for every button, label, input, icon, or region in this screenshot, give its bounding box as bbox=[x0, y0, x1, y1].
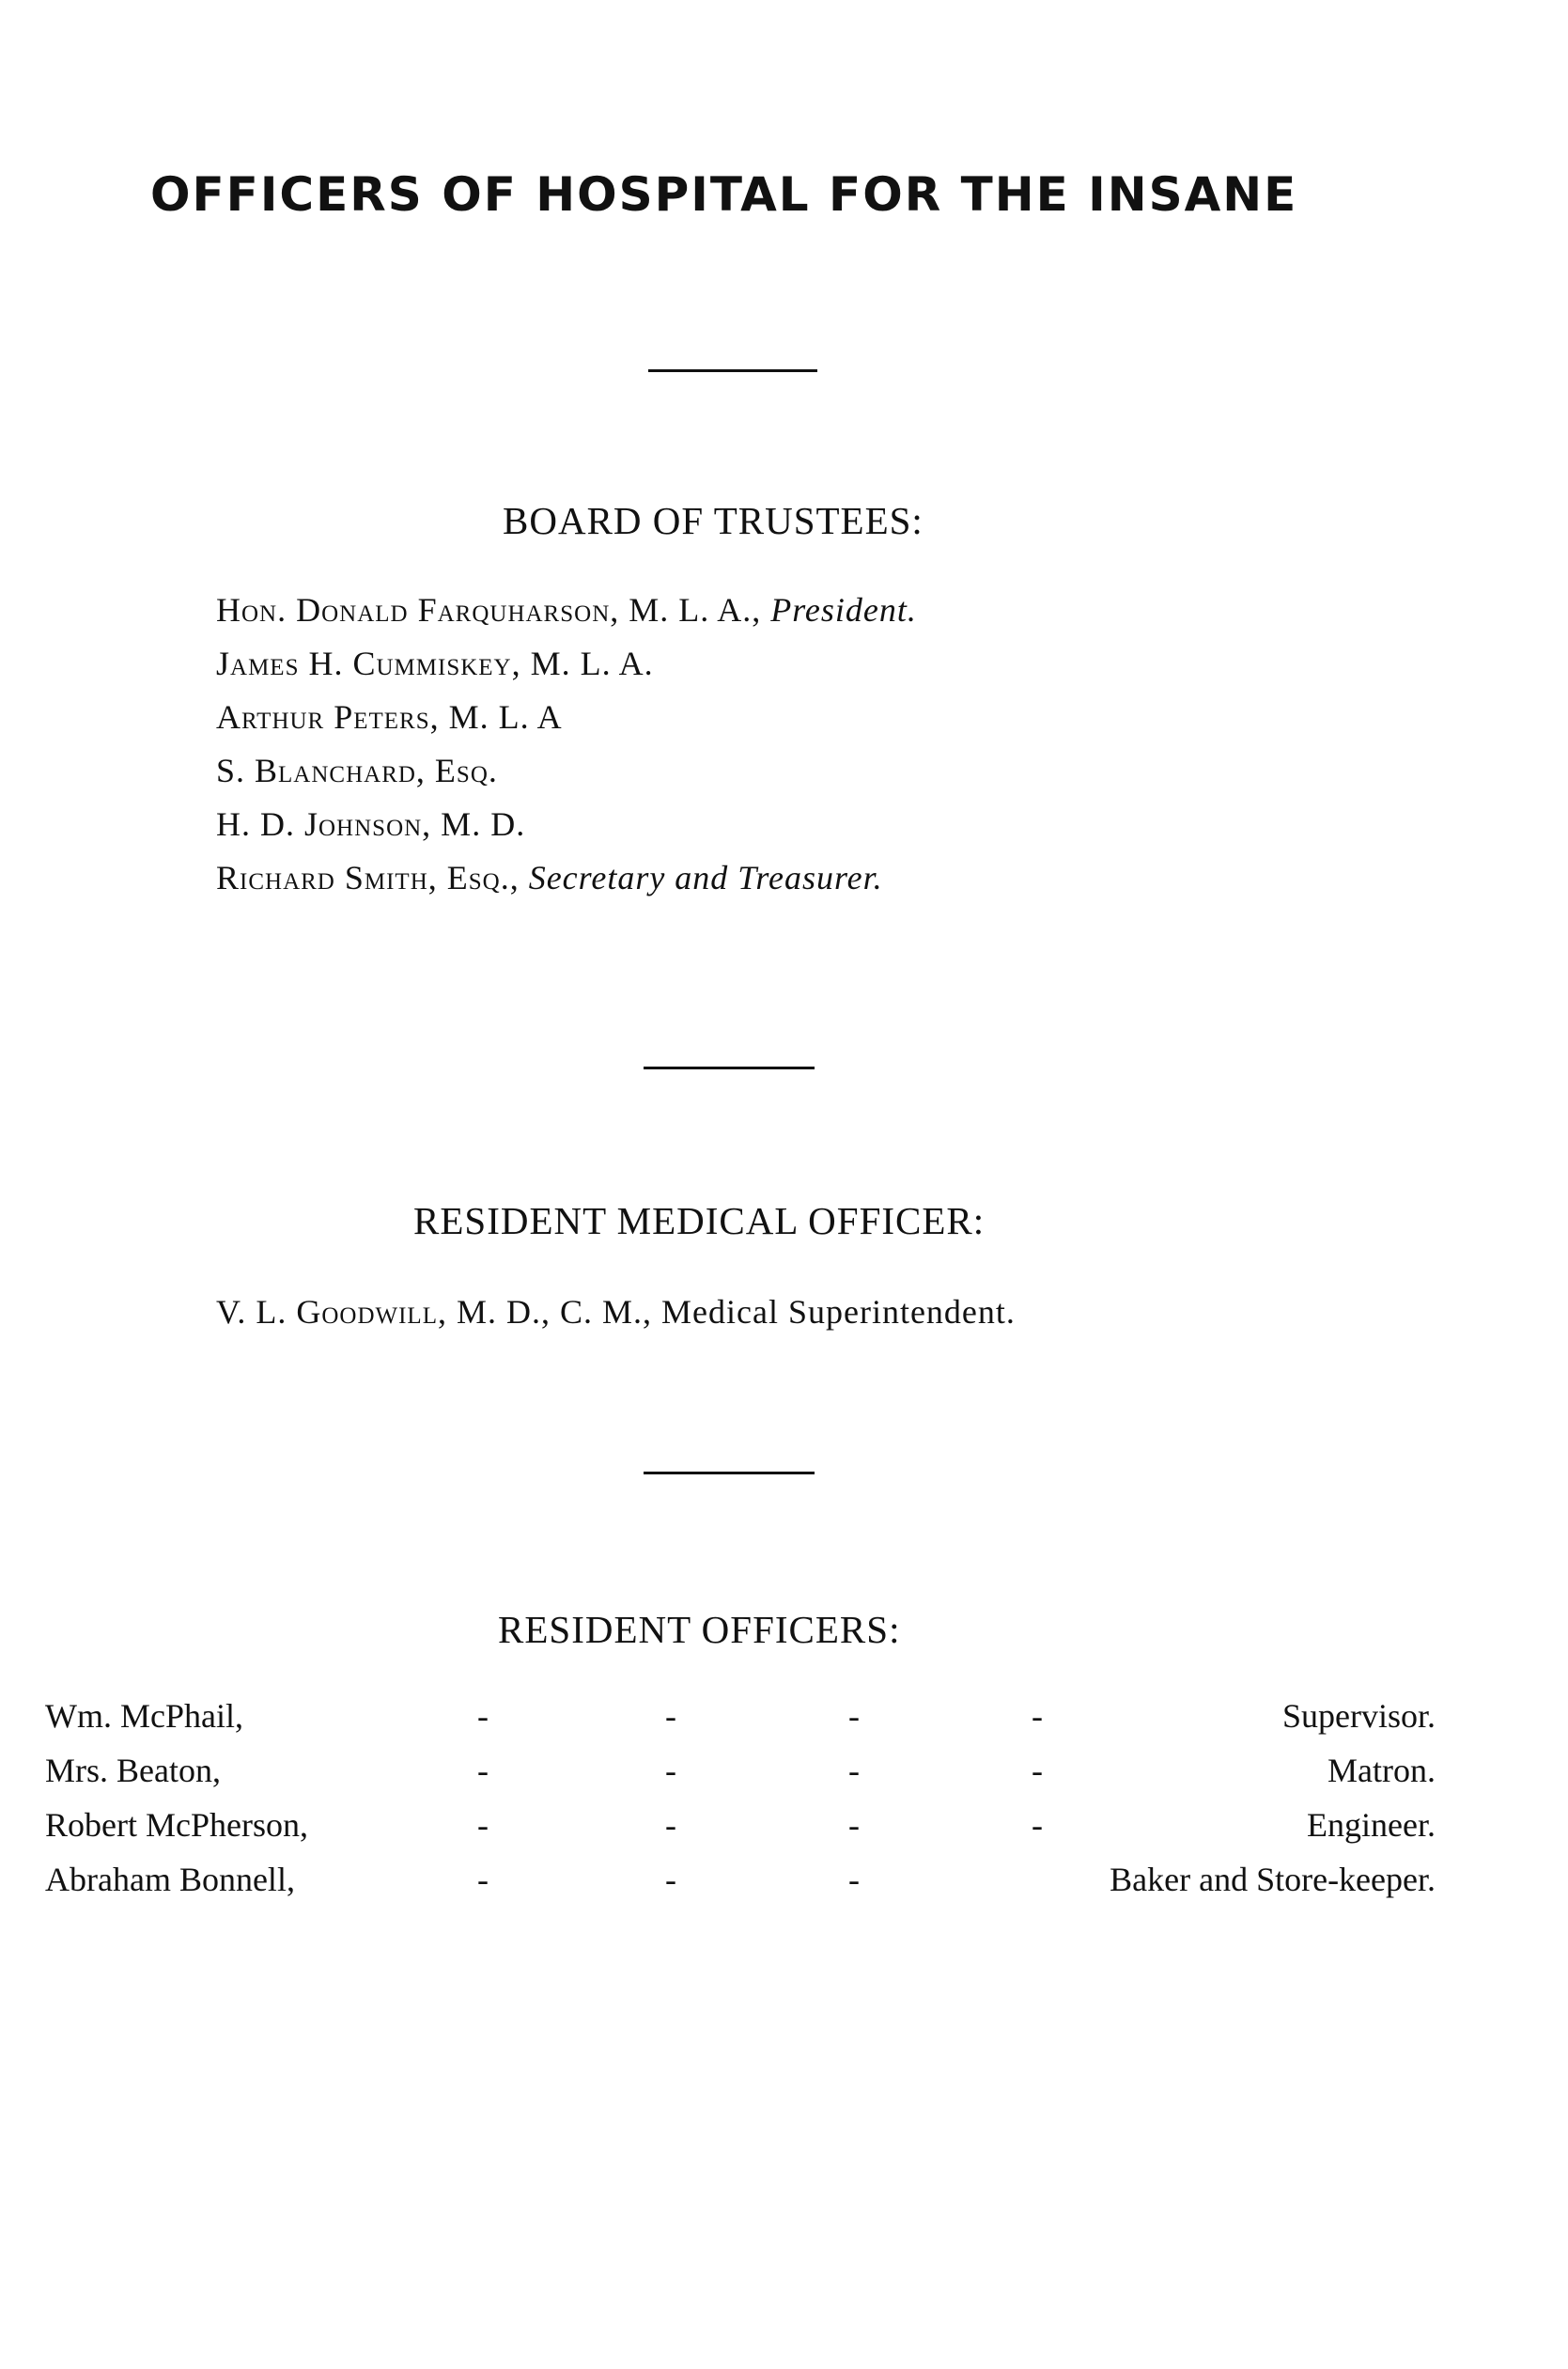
trustee-entry bbox=[216, 804, 917, 858]
leader-dash: - bbox=[848, 1697, 860, 1735]
officer-title: Supervisor. bbox=[1281, 1697, 1436, 1735]
resident-officers-heading: RESIDENT OFFICERS: bbox=[498, 1608, 901, 1651]
board-heading: BOARD OF TRUSTEES: bbox=[503, 499, 924, 542]
leader-dash: - bbox=[848, 1806, 860, 1844]
officer-row bbox=[45, 1805, 1436, 1860]
trustee-entry bbox=[216, 644, 917, 697]
page-title: OFFICERS OF HOSPITAL FOR THE INSANE bbox=[150, 167, 1298, 222]
officer-name: Abraham Bonnell, bbox=[45, 1861, 295, 1898]
medical-officer-title: Medical Superintendent. bbox=[661, 1293, 1016, 1331]
officer-title: Matron. bbox=[1327, 1752, 1436, 1789]
leader-dash: - bbox=[1032, 1697, 1043, 1735]
officer-name: Mrs. Beaton, bbox=[45, 1752, 221, 1789]
trustee-role: Secretary and Treasurer. bbox=[528, 859, 883, 896]
officer-row bbox=[45, 1751, 1436, 1805]
leader-dash: - bbox=[665, 1697, 676, 1735]
trustee-name: Arthur Peters, M. L. A bbox=[216, 698, 563, 736]
officer-name: Wm. McPhail, bbox=[45, 1697, 243, 1735]
medical-officer-heading: RESIDENT MEDICAL OFFICER: bbox=[413, 1199, 986, 1242]
trustee-name: Hon. Donald Farquharson, M. L. A., bbox=[216, 591, 762, 629]
officer-title: Baker and Store-keeper. bbox=[1110, 1861, 1436, 1898]
trustees-list bbox=[216, 590, 917, 912]
trustee-name: S. Blanchard, Esq. bbox=[216, 752, 498, 789]
leader-dash: - bbox=[665, 1806, 676, 1844]
trustee-role: President. bbox=[770, 591, 917, 629]
trustee-name: H. D. Johnson, M. D. bbox=[216, 805, 526, 843]
officer-title: Engineer. bbox=[1307, 1806, 1436, 1844]
officer-row bbox=[45, 1696, 1436, 1751]
trustee-entry bbox=[216, 751, 917, 804]
trustee-entry bbox=[216, 590, 917, 644]
leader-dash: - bbox=[665, 1861, 676, 1898]
leader-dash: - bbox=[848, 1752, 860, 1789]
medical-officer-entry bbox=[216, 1292, 1016, 1332]
leader-dash: - bbox=[848, 1861, 860, 1898]
divider-rule bbox=[648, 369, 817, 372]
leader-dash: - bbox=[477, 1697, 489, 1735]
trustee-entry bbox=[216, 697, 917, 751]
medical-officer-name: V. L. Goodwill, M. D., C. M., bbox=[216, 1293, 653, 1331]
leader-dash: - bbox=[665, 1752, 676, 1789]
resident-officers-list bbox=[45, 1696, 1436, 1914]
divider-rule bbox=[644, 1472, 815, 1474]
officer-name: Robert McPherson, bbox=[45, 1806, 308, 1844]
officer-row bbox=[45, 1860, 1436, 1914]
trustee-entry bbox=[216, 858, 917, 912]
leader-dash: - bbox=[477, 1861, 489, 1898]
leader-dash: - bbox=[1032, 1752, 1043, 1789]
leader-dash: - bbox=[477, 1806, 489, 1844]
leader-dash: - bbox=[1032, 1806, 1043, 1844]
leader-dash: - bbox=[477, 1752, 489, 1789]
divider-rule bbox=[644, 1067, 815, 1069]
trustee-name: Richard Smith, Esq., bbox=[216, 859, 520, 896]
trustee-name: James H. Cummiskey, M. L. A. bbox=[216, 645, 654, 682]
